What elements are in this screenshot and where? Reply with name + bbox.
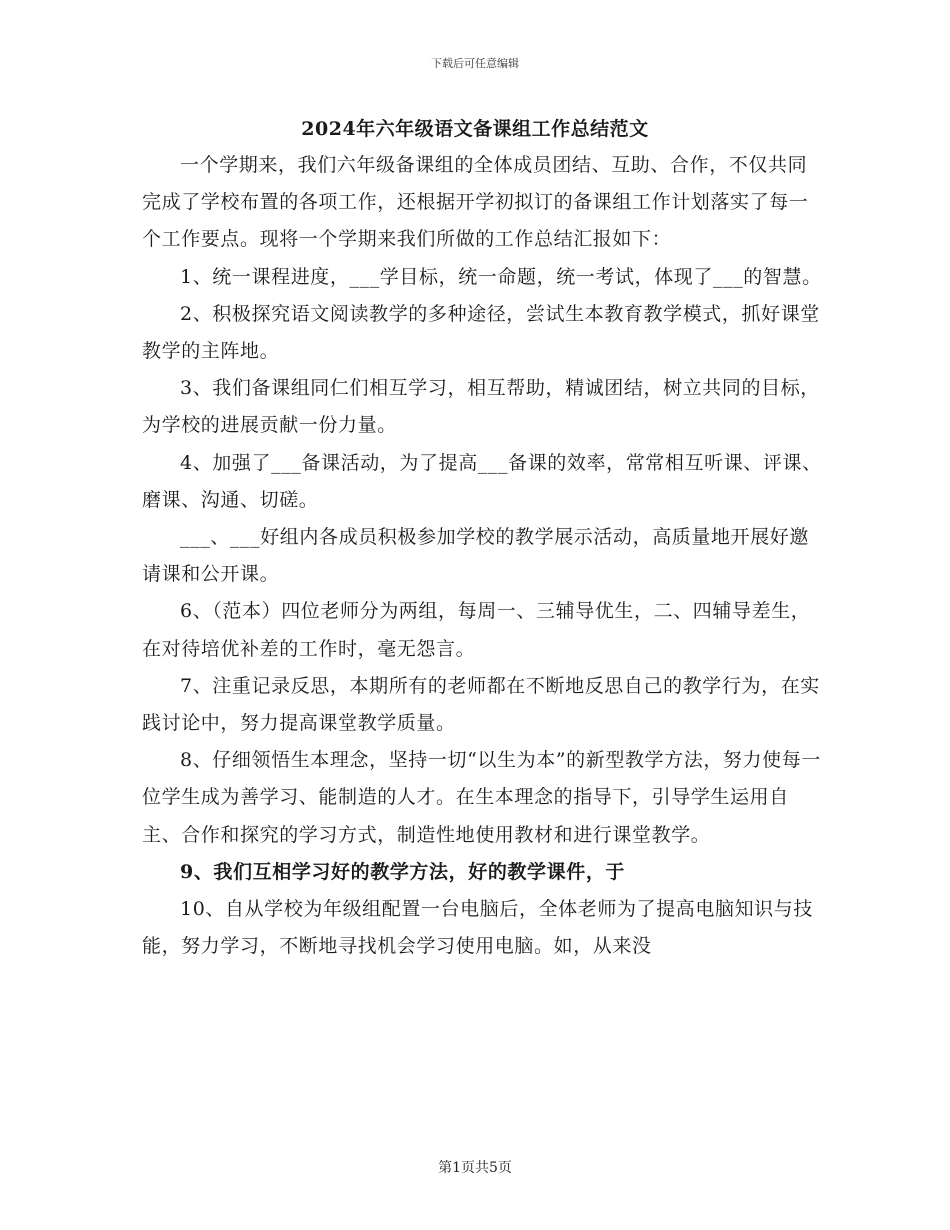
paragraph-item-7: 7、注重记录反思，本期所有的老师都在不断地反思自己的教学行为，在实践讨论中，努力提高课堂教学质量。 (142, 674, 820, 735)
page-footer-number: 第1页共5页 (438, 1160, 512, 1176)
paragraph-item-5: ___、___好组内各成员积极参加学校的教学展示活动，高质量地开展好邀请课和公开课。 (142, 526, 810, 586)
paragraph-item-2: 2、积极探究语文阅读教学的多种途径，尝试生本教育教学模式，抓好课堂教学的主阵地。 (142, 302, 820, 363)
document-title: 2024年六年级语文备课组工作总结范文 (301, 118, 649, 140)
paragraph-item-8: 8、仔细领悟生本理念，坚持一切“以生为本”的新型教学方法，努力使每一位学生成为善学习、能制造的人才。在生本理念的指导下，引导学生运用自主、合作和探究的学习方式，制造性地使用教材和进行课堂教学。 (142, 749, 821, 846)
paragraph-item-10: 10、自从学校为年级组配置一台电脑后，全体老师为了提高电脑知识与技能，努力学习，不断地寻找机会学习使用电脑。如，从来没 (142, 898, 813, 958)
paragraph-item-1: 1、统一课程进度，___学目标，统一命题，统一考试，体现了___的智慧。 (180, 265, 822, 288)
paragraph-item-9: 9、我们互相学习好的教学方法，好的教学课件，于 (180, 860, 626, 883)
paragraph-item-3: 3、我们备课组同仁们相互学习，相互帮助，精诚团结，树立共同的目标，为学校的进展贡献一份力量。 (142, 377, 820, 437)
paragraph-item-6: 6、（范本）四位老师分为两组，每周一、三辅导优生，二、四辅导差生，在对待培优补差的工作时，毫无怨言。 (142, 600, 811, 660)
paragraph-intro: 一个学期来，我们六年级备课组的全体成员团结、互助、合作，不仅共同完成了学校布置的各项工作，还根据开学初拟订的备课组工作计划落实了每一个工作要点。现将一个学期来我们所做的工作总结汇报如下： (142, 154, 809, 251)
paragraph-item-4: 4、加强了___备课活动，为了提高___备课的效率，常常相互听课、评课、磨课、沟通、切磋。 (142, 451, 822, 511)
page-header-note: 下载后可任意编辑 (431, 57, 519, 70)
document-body (142, 147, 822, 965)
